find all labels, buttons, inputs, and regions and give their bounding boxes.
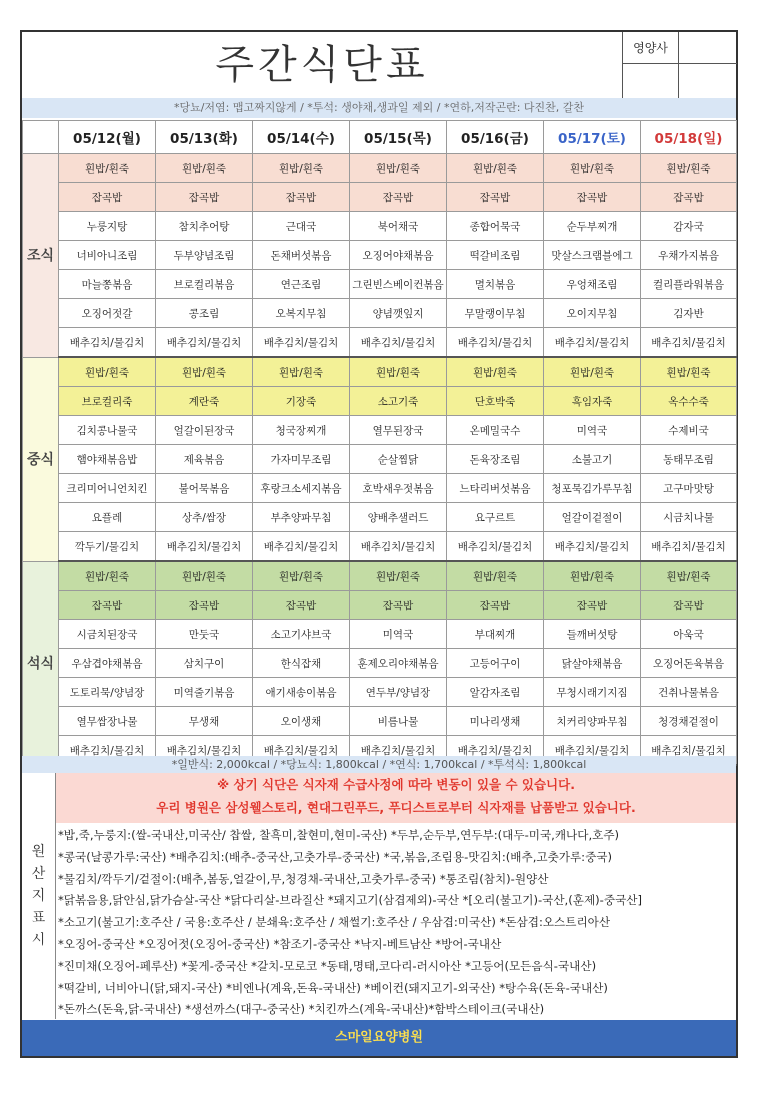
menu-cell: 깍두기/물김치 [59,532,156,562]
menu-cell: 무청시래기지짐 [544,678,641,707]
supply-notice-line: ※ 상기 식단은 식자재 수급사정에 따라 변동이 있을 수 있습니다. [217,777,575,792]
menu-cell: 비름나물 [350,707,447,736]
menu-cell: 배추김치/물김치 [447,532,544,562]
menu-row [23,620,737,649]
menu-cell: 옥수수죽 [641,387,737,416]
menu-cell: 동태무조림 [641,445,737,474]
menu-cell: 햄야채볶음밥 [59,445,156,474]
origin-line: *돈까스(돈육,닭-국내산) *생선까스(대구-중국산) *치킨까스(계육-국내산)*함박스테이크(국내산) [58,1002,545,1017]
menu-cell: 닭살야채볶음 [544,649,641,678]
menu-cell: 배추김치/물김치 [253,532,350,562]
origin-line: *닭볶음용,닭안심,닭가슴살-국산 *닭다리살-브라질산 *돼지고기(삼겹제외)-국산 *[오리(불고기)-국산,(훈제)-중국산] [58,893,642,908]
weekly-menu-table [22,120,737,766]
origin-line: *오징어-중국산 *오징어젓(오징어-중국산) *참조기-중국산 *낙지-베트남산 *방어-국내산 [58,936,502,951]
menu-sheet [20,30,738,1058]
menu-row [23,328,737,358]
menu-cell: 열무된장국 [350,416,447,445]
menu-cell: 흰밥/흰죽 [447,357,544,387]
menu-cell: 오이지무침 [544,299,641,328]
menu-cell: 너비아니조림 [59,241,156,270]
menu-cell: 배추김치/물김치 [253,328,350,358]
menu-cell: 배추김치/물김치 [156,328,253,358]
menu-cell: 참치추어탕 [156,212,253,241]
menu-cell: 양배추샐러드 [350,503,447,532]
origin-label-char: 시 [31,932,46,948]
menu-cell: 한식잡채 [253,649,350,678]
menu-cell: 기장죽 [253,387,350,416]
menu-cell: 잡곡밥 [447,591,544,620]
menu-cell: 소고기샤브국 [253,620,350,649]
menu-cell: 잡곡밥 [253,183,350,212]
menu-cell: 오징어젓갈 [59,299,156,328]
menu-cell: 미역국 [350,620,447,649]
menu-cell: 수제비국 [641,416,737,445]
day-header: 05/16(금) [447,121,544,154]
menu-cell: 잡곡밥 [447,183,544,212]
menu-cell: 김자반 [641,299,737,328]
menu-cell: 감자국 [641,212,737,241]
menu-cell: 얼갈이겉절이 [544,503,641,532]
signature-cell [623,64,679,98]
menu-cell: 흰밥/흰죽 [350,357,447,387]
menu-cell: 계란죽 [156,387,253,416]
menu-cell: 종합어묵국 [447,212,544,241]
menu-cell: 알감자조림 [447,678,544,707]
menu-cell: 호박새우젓볶음 [350,474,447,503]
menu-cell: 아욱국 [641,620,737,649]
menu-cell: 흰밥/흰죽 [59,357,156,387]
menu-cell: 돈육장조림 [447,445,544,474]
menu-cell: 오복지무침 [253,299,350,328]
menu-cell: 흰밥/흰죽 [641,357,737,387]
menu-cell: 연근조림 [253,270,350,299]
menu-cell: 무생채 [156,707,253,736]
date-header-row [23,121,737,154]
menu-cell: 배추김치/물김치 [641,736,737,766]
menu-cell: 순두부찌개 [544,212,641,241]
menu-row [23,445,737,474]
menu-row [23,387,737,416]
menu-cell: 오이생채 [253,707,350,736]
menu-cell: 고등어구이 [447,649,544,678]
diet-notice: *당뇨/저염: 맵고짜지않게 / *투석: 생야채,생과일 제외 / *연하,저작곤란: 다진찬, 갈찬 [22,98,736,118]
menu-row [23,532,737,562]
menu-cell: 배추김치/물김치 [641,328,737,358]
menu-cell: 흰밥/흰죽 [59,561,156,591]
menu-cell: 소고기죽 [350,387,447,416]
menu-cell: 배추김치/물김치 [59,328,156,358]
supply-notice [56,773,736,823]
day-header: 05/15(목) [350,121,447,154]
menu-cell: 잡곡밥 [59,183,156,212]
menu-cell: 삼치구이 [156,649,253,678]
menu-cell: 애기새송이볶음 [253,678,350,707]
menu-cell: 단호박죽 [447,387,544,416]
origin-section [22,773,736,1019]
menu-cell: 배추김치/물김치 [253,736,350,766]
menu-cell: 우삼겹야채볶음 [59,649,156,678]
origin-label-char: 원 [31,844,46,860]
menu-cell: 배추김치/물김치 [350,532,447,562]
menu-cell: 훈제오리야채볶음 [350,649,447,678]
origin-label-char: 표 [31,910,46,926]
meal-label: 석식 [23,561,59,765]
menu-cell: 시금치된장국 [59,620,156,649]
menu-cell: 미나리생채 [447,707,544,736]
supply-notice-line: 우리 병원은 삼성웰스토리, 현대그린푸드, 푸디스트로부터 식자재를 납품받고 있습니다. [156,800,636,815]
menu-cell: 흰밥/흰죽 [447,561,544,591]
menu-cell: 미역줄기볶음 [156,678,253,707]
menu-cell: 잡곡밥 [641,591,737,620]
menu-row [23,474,737,503]
origin-list [58,825,734,1021]
menu-cell: 배추김치/물김치 [156,532,253,562]
menu-cell: 흰밥/흰죽 [156,154,253,183]
menu-cell: 크리미어니언치킨 [59,474,156,503]
menu-cell: 흰밥/흰죽 [156,357,253,387]
menu-row [23,241,737,270]
menu-cell: 온메밀국수 [447,416,544,445]
menu-row [23,649,737,678]
menu-cell: 순살찜닭 [350,445,447,474]
menu-cell: 잡곡밥 [156,183,253,212]
menu-cell: 얼갈이된장국 [156,416,253,445]
menu-cell: 흰밥/흰죽 [544,561,641,591]
menu-cell: 느타리버섯볶음 [447,474,544,503]
menu-cell: 요구르트 [447,503,544,532]
menu-cell: 배추김치/물김치 [350,736,447,766]
hospital-name-footer: 스마일요양병원 [22,1020,736,1056]
origin-line: *콩국(날콩가루:국산) *배추김치:(배추-중국산,고춧가루-중국산) *국,볶음,조림용-맛김치:(배추,고춧가루:중국) [58,849,613,864]
menu-cell: 배추김치/물김치 [544,736,641,766]
menu-row [23,561,737,591]
meal-label: 중식 [23,357,59,561]
origin-line: *떡갈비, 너비아니(닭,돼지-국산) *비엔나(계육,돈육-국내산) *베이컨(돼지고기-외국산) *탕수육(돈육-국내산) [58,980,608,995]
menu-cell: 배추김치/물김치 [544,328,641,358]
day-header: 05/14(수) [253,121,350,154]
menu-row [23,707,737,736]
menu-cell: 배추김치/물김치 [447,328,544,358]
menu-cell: 멸치볶음 [447,270,544,299]
menu-cell: 시금치나물 [641,503,737,532]
menu-cell: 흰밥/흰죽 [156,561,253,591]
menu-cell: 우채가지볶음 [641,241,737,270]
menu-row [23,503,737,532]
menu-cell: 고구마맛탕 [641,474,737,503]
menu-cell: 부대찌개 [447,620,544,649]
menu-cell: 떡갈비조림 [447,241,544,270]
day-header: 05/13(화) [156,121,253,154]
menu-cell: 연두부/양념장 [350,678,447,707]
menu-cell: 잡곡밥 [253,591,350,620]
menu-cell: 오징어야채볶음 [350,241,447,270]
approval-cell [679,32,737,64]
menu-cell: 잡곡밥 [544,591,641,620]
menu-cell: 배추김치/물김치 [641,532,737,562]
origin-line: *물김치/깍두기/겉절이:(배추,봄동,얼갈이,무,청경채-국내산,고춧가루-중국) *통조림(참치)-원양산 [58,871,549,886]
menu-cell: 흑임자죽 [544,387,641,416]
menu-cell: 치커리양파무침 [544,707,641,736]
day-header-sunday: 05/18(일) [641,121,737,154]
menu-cell: 잡곡밥 [641,183,737,212]
menu-cell: 맛살스크램블에그 [544,241,641,270]
menu-cell: 흰밥/흰죽 [447,154,544,183]
menu-cell: 청경채겉절이 [641,707,737,736]
menu-cell: 두부양념조림 [156,241,253,270]
menu-row [23,299,737,328]
menu-row [23,357,737,387]
menu-cell: 배추김치/물김치 [544,532,641,562]
menu-cell: 부추양파무침 [253,503,350,532]
menu-row [23,270,737,299]
meal-label: 조식 [23,154,59,358]
menu-cell: 불어묵볶음 [156,474,253,503]
menu-cell: 오징어돈육볶음 [641,649,737,678]
menu-cell: 컬리플라워볶음 [641,270,737,299]
menu-cell: 잡곡밥 [350,183,447,212]
origin-label-char: 지 [31,888,46,904]
menu-cell: 돈채버섯볶음 [253,241,350,270]
menu-cell: 브로컬리죽 [59,387,156,416]
origin-label [22,773,56,1019]
menu-cell: 북어채국 [350,212,447,241]
dietitian-label: 영양사 [623,32,679,64]
menu-row [23,591,737,620]
menu-cell: 건취나물볶음 [641,678,737,707]
menu-cell: 후랑크소세지볶음 [253,474,350,503]
menu-cell: 잡곡밥 [350,591,447,620]
menu-cell: 가자미무조림 [253,445,350,474]
origin-line: *밥,죽,누룽지:(쌀-국내산,미국산/ 찹쌀, 찰흑미,찰현미,현미-국산) *두부,순두부,연두부:(대두-미국,캐나다,호주) [58,828,620,842]
menu-cell: 흰밥/흰죽 [641,561,737,591]
menu-row [23,154,737,183]
menu-cell: 제육볶음 [156,445,253,474]
menu-cell: 소불고기 [544,445,641,474]
menu-cell: 흰밥/흰죽 [350,154,447,183]
menu-cell: 배추김치/물김치 [59,736,156,766]
origin-line: *소고기(불고기:호주산 / 국용:호주산 / 분쇄육:호주산 / 채썰기:호주산 / 우삼겹:미국산) *돈삼겹:오스트리아산 [58,915,611,930]
day-header-saturday: 05/17(토) [544,121,641,154]
menu-cell: 누룽지탕 [59,212,156,241]
menu-cell: 미역국 [544,416,641,445]
menu-row [23,678,737,707]
menu-cell: 흰밥/흰죽 [253,357,350,387]
menu-cell: 배추김치/물김치 [156,736,253,766]
menu-cell: 배추김치/물김치 [447,736,544,766]
origin-label-char: 산 [31,866,46,882]
menu-cell: 흰밥/흰죽 [253,561,350,591]
menu-row [23,183,737,212]
menu-cell: 잡곡밥 [156,591,253,620]
day-header: 05/12(월) [59,121,156,154]
menu-cell: 만둣국 [156,620,253,649]
menu-cell: 청국장찌개 [253,416,350,445]
menu-cell: 잡곡밥 [544,183,641,212]
approval-box [622,32,736,98]
menu-cell: 콩조림 [156,299,253,328]
menu-cell: 들깨버섯탕 [544,620,641,649]
menu-cell: 흰밥/흰죽 [544,154,641,183]
calorie-info: *일반식: 2,000kcal / *당뇨식: 1,800kcal / *연식: 1,700kcal / *투석식: 1,800kcal [22,756,736,773]
menu-cell: 청포묵김가루무침 [544,474,641,503]
menu-cell: 잡곡밥 [59,591,156,620]
menu-cell: 열무쌈장나물 [59,707,156,736]
menu-cell: 흰밥/흰죽 [350,561,447,591]
menu-cell: 브로컬리볶음 [156,270,253,299]
menu-cell: 흰밥/흰죽 [544,357,641,387]
menu-cell: 그린빈스베이컨볶음 [350,270,447,299]
menu-cell: 배추김치/물김치 [350,328,447,358]
page-title: 주간식단표 [215,42,429,88]
menu-cell: 마늘쫑볶음 [59,270,156,299]
menu-cell: 양념깻잎지 [350,299,447,328]
menu-cell: 김치콩나물국 [59,416,156,445]
menu-cell: 흰밥/흰죽 [59,154,156,183]
menu-cell: 흰밥/흰죽 [641,154,737,183]
menu-cell: 도토리묵/양념장 [59,678,156,707]
menu-row [23,416,737,445]
corner-cell [23,121,59,154]
origin-line: *진미채(오징어-페루산) *꽃게-중국산 *갈치-모로코 *동태,명태,코다리-러시아산 *고등어(모든음식-국내산) [58,958,597,973]
menu-cell: 우엉채조림 [544,270,641,299]
menu-cell: 근대국 [253,212,350,241]
title-row [22,32,736,98]
menu-cell: 흰밥/흰죽 [253,154,350,183]
menu-cell: 요플레 [59,503,156,532]
menu-cell: 무말랭이무침 [447,299,544,328]
menu-cell: 상추/쌈장 [156,503,253,532]
menu-row [23,212,737,241]
